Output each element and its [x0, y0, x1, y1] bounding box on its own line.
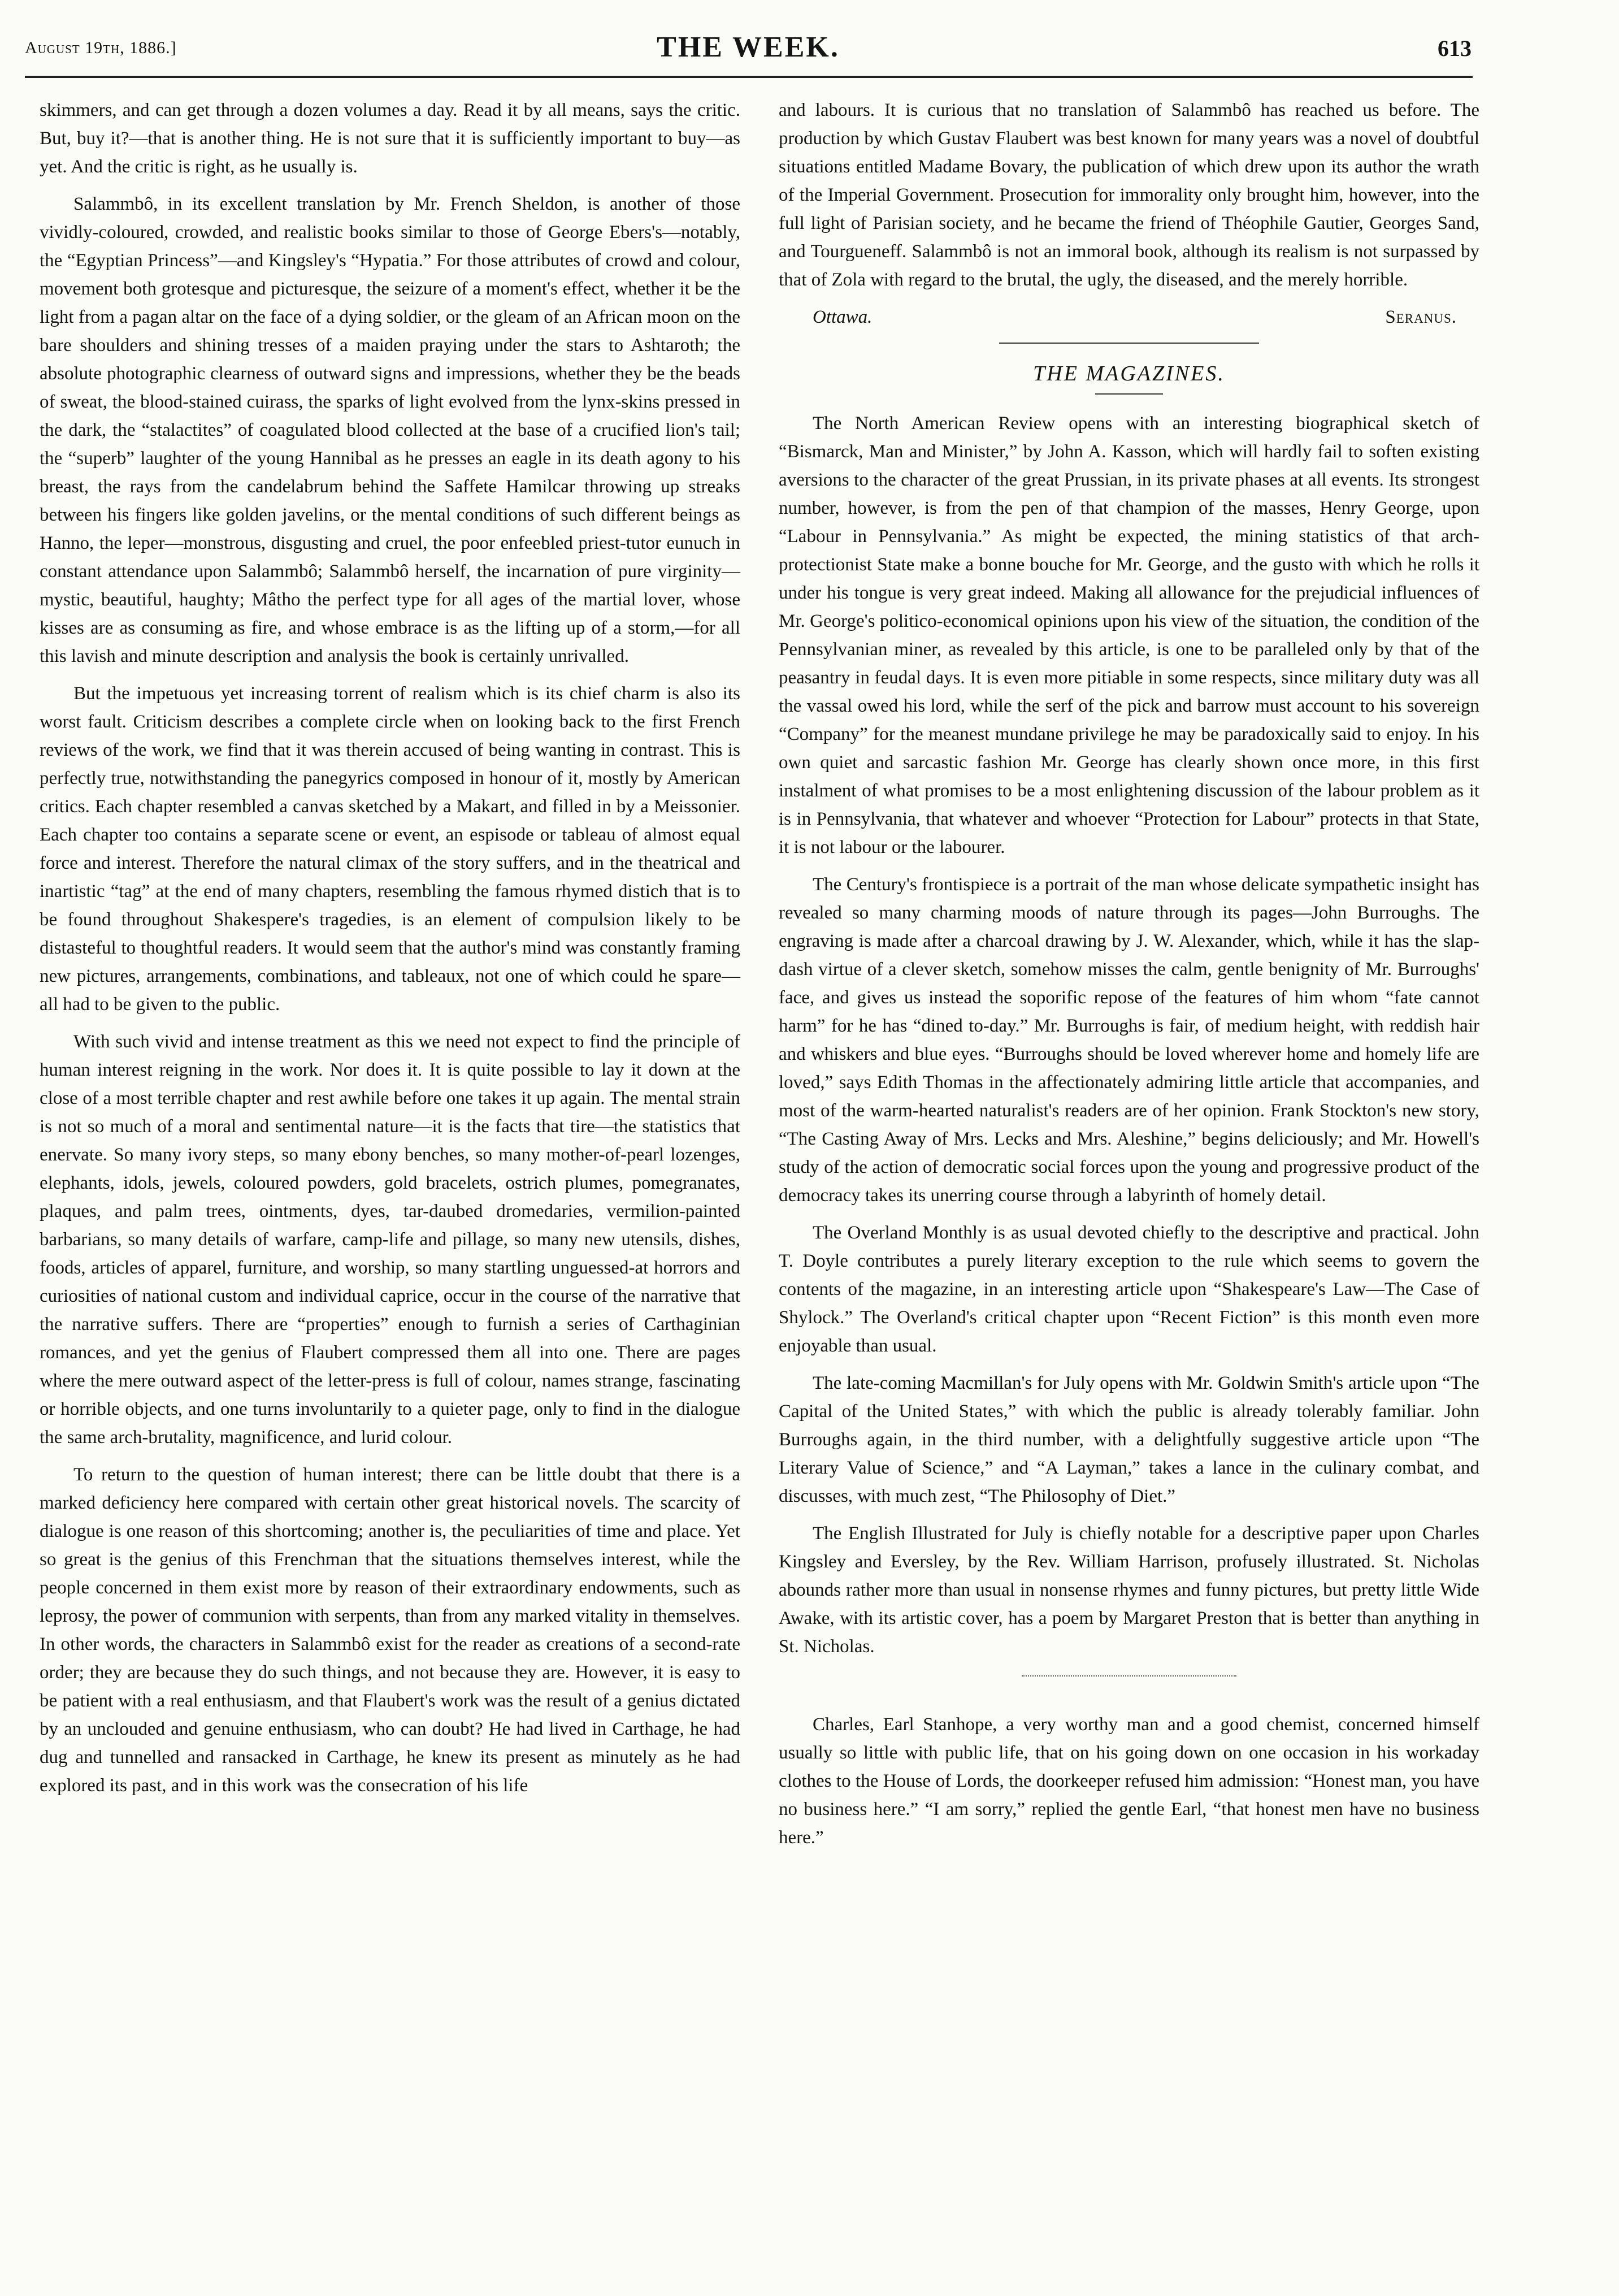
- paragraph: The Overland Monthly is as usual devoted chiefly to the descriptive and practical. John T. Doyle contributes a purely literary exception to the rule which seems to govern the contents of the magazine, in an interesting article upon “Shakespeare's Law—The Case of Shylock.” The Overland's critical chapter upon “Recent Fiction” is this month even more enjoyable than usual.: [779, 1223, 1479, 1356]
- dotted-divider: [1022, 1675, 1236, 1676]
- signature-author: Seranus.: [1385, 307, 1457, 327]
- paragraph: Charles, Earl Stanhope, a very worthy man and a good chemist, concerned himself usually so little with public life, that on his going down on one occasion in his workaday clothes to the House of Lords, the doorkeeper refused him admission: “Honest man, you have no business here.” “I am sorry,” replied the gentle Earl, “that honest men have no business here.”: [779, 1714, 1479, 1848]
- paragraph: Salammbô, in its excellent translation by Mr. French Sheldon, is another of those vividly-coloured, crowded, and realistic books similar to those of George Ebers's—notably, the “Egyptian Princess”—and Kingsley's “Hypatia.” For those attributes of crowd and colour, movement both grotesque and picturesque, the seizure of a moment's effect, whether it be the light from a pagan altar on the face of a dying soldier, or the gleam of an African moon on the bare shoulders and shining tresses of a maiden praying under the stars to Ashtaroth; the absolute photographic clearness of outward signs and impressions, whether they be the beads of sweat, the blood-stained cuirass, the sparks of light evolved from the lynx-skins pressed in the dark, the “stalactites” of coagulated blood collected at the base of a crucified lion's tail; the “superb” laughter of the young Hannibal as he presses an eagle in its death agony to his breast, the rays from the candelabrum behind the Saffete Hamilcar throwing up streaks between his fingers like golden javelins, or the mental conditions of such different beings as Hanno, the leper—monstrous, disgusting and cruel, the poor enfeebled priest-tutor eunuch in constant attendance upon Salammbô; Salammbô herself, the incarnation of pure virginity—mystic, beautiful, haughty; Mâtho the perfect type for all ages of the martial lover, whose kisses are as consuming as fire, and whose embrace is as the lifting up of a storm,—for all this lavish and minute description and analysis the book is certainly unrivalled.: [40, 194, 740, 666]
- paragraph: skimmers, and can get through a dozen volumes a day. Read it by all means, says the critic. But, buy it?—that is another thing. He is not sure that it is sufficiently important to buy—as yet. And the critic is right, as he usually is.: [40, 100, 740, 177]
- signature-line: [779, 303, 1479, 331]
- heading-underline: [1095, 393, 1163, 395]
- section-heading: THE MAGAZINES.: [1033, 362, 1225, 385]
- paragraph: The Century's frontispiece is a portrait of the man whose delicate sympathetic insight has revealed so many charming moods of nature through its pages—John Burroughs. The engraving is made after a charcoal drawing by J. W. Alexander, which, while it has the slap-dash virtue of a clever sketch, somehow misses the calm, gentle benignity of Mr. Burroughs' face, and gives us instead the soporific repose of the features of him whom “fate cannot harm” for he has “dined to-day.” Mr. Burroughs is fair, of medium height, with reddish hair and whiskers and blue eyes. “Burroughs should be loved wherever home and homely life are loved,” says Edith Thomas in the affectionately admiring little article that accompanies, and most of the warm-hearted naturalist's readers are of her opinion. Frank Stockton's new story, “The Casting Away of Mrs. Lecks and Mrs. Aleshine,” begins deliciously; and Mr. Howell's study of the action of democratic social forces upon the young and progressive product of the democracy takes its unerring course through a labyrinth of homely detail.: [779, 874, 1479, 1206]
- signature-place: Ottawa.: [813, 307, 873, 327]
- publication-title: THE WEEK.: [657, 31, 840, 63]
- issue-date: August 19th, 1886.]: [25, 38, 177, 57]
- header-rule: [25, 76, 1473, 78]
- right-column: [779, 96, 1479, 1861]
- left-column: [40, 96, 740, 1809]
- page-number: 613: [1438, 36, 1472, 61]
- paragraph: But the impetuous yet increasing torrent of realism which is its chief charm is also its worst fault. Criticism describes a complete circle when on looking back to the first French reviews of the work, we find that it was therein accused of being wanting in contrast. This is perfectly true, notwithstanding the panegyrics composed in honour of it, mostly by American critics. Each chapter resembled a canvas sketched by a Makart, and filled in by a Meissonier. Each chapter too contains a separate scene or event, an espisode or tableau of almost equal force and interest. Therefore the natural climax of the story suffers, and in the theatrical and inartistic “tag” at the end of many chapters, resembling the famous rhymed distich that is to be found throughout Shakespere's tragedies, is an element of compulsion likely to be distasteful to thoughtful readers. It would seem that the author's mind was constantly framing new pictures, arrangements, combinations, and tableaux, not one of which could he spare—all had to be given to the public.: [40, 683, 740, 1015]
- paragraph: and labours. It is curious that no translation of Salammbô has reached us before. The production by which Gustav Flaubert was best known for many years was a novel of doubtful situations entitled Madame Bovary, the publication of which drew upon its author the wrath of the Imperial Government. Prosecution for immorality only brought him, however, into the full light of Parisian society, and he became the friend of Théophile Gautier, Georges Sand, and Tourgueneff. Salammbô is not an immoral book, although its realism is not surpassed by that of Zola with regard to the brutal, the ugly, the diseased, and the merely horrible.: [779, 100, 1479, 290]
- paragraph: With such vivid and intense treatment as this we need not expect to find the principle of human interest reigning in the work. Nor does it. It is quite possible to lay it down at the close of a most terrible chapter and rest awhile before one takes it up again. The mental strain is not so much of a moral and sentimental nature—it is the facts that tire—the statistics that enervate. So many ivory steps, so many ebony benches, so many mother-of-pearl lozenges, elephants, idols, jewels, coloured powders, gold bracelets, ostrich plumes, pomegranates, plaques, and palm trees, ointments, dyes, tar-daubed dromedaries, vermilion-painted barbarians, so many details of warfare, camp-life and pillage, so many new utensils, dishes, foods, articles of apparel, furniture, and worship, so many startling unguessed-at horrors and curiosities of national custom and individual caprice, occur in the course of the narrative that the narrative suffers. There are “properties” enough to furnish a series of Carthaginian romances, and yet the genius of Flaubert compressed them all into one. There are pages where the mere outward aspect of the letter-press is full of colour, names strange, fascinating or horrible objects, and one turns involuntarily to a quieter page, only to find in the dialogue the same arch-brutality, magnificence, and lurid colour.: [40, 1032, 740, 1448]
- section-divider: [999, 343, 1259, 344]
- paragraph: The North American Review opens with an interesting biographical sketch of “Bismarck, Man and Minister,” by John A. Kasson, which will hardly fail to soften existing aversions to the character of the great Prussian, in its private phases at all events. Its strongest number, however, is from the pen of that champion of the masses, Henry George, upon “Labour in Pennsylvania.” As might be expected, the mining statistics of that arch-protectionist State make a bonne bouche for Mr. George, and the gusto with which he rolls it under his tongue is very great indeed. Making all allowance for the prejudicial influences of Mr. George's politico-economical opinions upon his view of the situation, the condition of the Pennsylvanian miner, as revealed by this article, is one to be paralleled only by that of the peasantry in feudal days. It is even more pitiable in some respects, since military duty was all the vassal owed his lord, while the serf of the pick and barrow must account to his sovereign “Company” for the meanest mundane privilege he may be paradoxically said to enjoy. In his own quiet and sarcastic fashion Mr. George has clearly shown once more, in this first instalment of what promises to be a most enlightening discussion of the labour problem as it is in Pennsylvania, that whatever and whoever “Protection for Labour” protects in that State, it is not labour or the labourer.: [779, 413, 1479, 857]
- page-header: [25, 31, 1472, 76]
- paragraph: The late-coming Macmillan's for July opens with Mr. Goldwin Smith's article upon “The Capital of the United States,” with which the public is already tolerably familiar. John Burroughs again, in the third number, with a delightfully suggestive article upon “The Literary Value of Science,” and “A Layman,” takes a lance in the culinary combat, and discusses, with much zest, “The Philosophy of Diet.”: [779, 1373, 1479, 1506]
- paragraph: The English Illustrated for July is chiefly notable for a descriptive paper upon Charles Kingsley and Eversley, by the Rev. William Harrison, profusely illustrated. St. Nicholas abounds rather more than usual in nonsense rhymes and funny pictures, but pretty little Wide Awake, with its artistic cover, has a poem by Margaret Preston that is better than anything in St. Nicholas.: [779, 1523, 1479, 1657]
- paragraph: To return to the question of human interest; there can be little doubt that there is a marked deficiency here compared with certain other great historical novels. The scarcity of dialogue is one reason of this shortcoming; another is, the peculiarities of time and place. Yet so great is the genius of this Frenchman that the situations themselves interest, while the people concerned in them exist more by reason of their extraordinary endowments, such as leprosy, the power of communion with serpents, than from any marked vitality in themselves. In other words, the characters in Salammbô exist for the reader as creations of a second-rate order; they are because they do such things, and not because they are. However, it is easy to be patient with a real enthusiasm, and that Flaubert's work was the result of a genius dictated by an unclouded and genuine enthusiasm, who can doubt? He had lived in Carthage, he had dug and tunnelled and ransacked in Carthage, he knew its present as minutely as he had explored its past, and in this work was the consecration of his life: [40, 1465, 740, 1796]
